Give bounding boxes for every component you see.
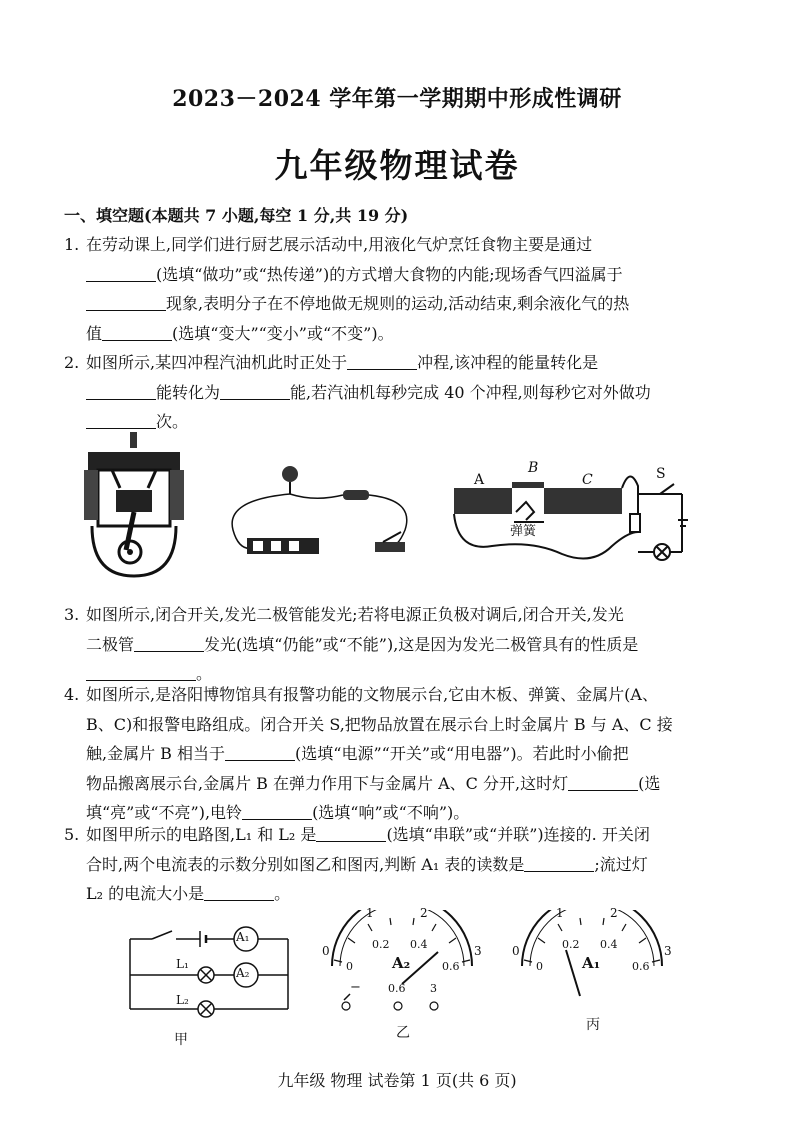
question-text: ;流过灯 — [594, 854, 648, 874]
question-text: 冲程,该冲程的能量转化是 — [417, 353, 599, 372]
scale-end-0: 0 — [512, 944, 520, 958]
point-b-label: B — [528, 460, 539, 476]
figure-yi-caption: 乙 — [396, 1025, 410, 1041]
question-4 — [64, 680, 732, 828]
question-text: (选填“变大”“变小”或“不变”)。 — [172, 323, 394, 343]
question-text: 能转化为 — [156, 382, 221, 402]
question-text: 合时,两个电流表的示数分别如图乙和图丙,判断 A₁ 表的读数是 — [86, 854, 525, 874]
question-text: 填“亮”或“不亮”),电铃 — [86, 803, 243, 822]
scale-inner-02: 0.2 — [372, 938, 390, 951]
question-text: (选填“串联”或“并联”)连接的. 开关闭 — [386, 825, 650, 844]
scale-top-1: 1 — [556, 906, 564, 920]
answer-blank — [134, 634, 204, 652]
scale-inner-0: 0 — [346, 960, 353, 973]
question-text: (选填“做功”或“热传递”)的方式增大食物的内能;现场香气四溢属于 — [156, 264, 623, 284]
question-text: 。 — [196, 664, 213, 683]
question-text: 在劳动课上,同学们进行厨艺展示活动中,用液化气炉烹饪食物主要是通过 — [86, 235, 593, 254]
circuit-diagram-jia — [122, 925, 297, 1048]
question-number: 2. — [64, 353, 80, 372]
answer-blank — [102, 323, 172, 341]
answer-blank — [86, 382, 156, 400]
exam-subtitle: 九年级物理试卷 — [274, 146, 520, 185]
question-text: 物品搬离展示台,金属片 B 在弹力作用下与金属片 A、C 分开,这时灯 — [86, 773, 569, 793]
question-text: B、C)和报警电路组成。闭合开关 S,把物品放置在展示台上时金属片 B 与 A、C 接 — [86, 714, 673, 734]
question-text: (选填“响”或“不响”)。 — [312, 803, 470, 822]
scale-top-1: 1 — [366, 906, 374, 920]
meter-bing-label: A₁ — [582, 954, 601, 972]
question-text: 值 — [86, 323, 103, 343]
scale-end-0: 0 — [322, 944, 330, 958]
lamp-l2-label: L₂ — [176, 993, 189, 1007]
question-text: 如图所示,闭合开关,发光二极管能发光;若将电源正负极对调后,闭合开关,发光 — [86, 605, 624, 624]
question-text: 现象,表明分子在不停地做无规则的运动,活动结束,剩余液化气的热 — [166, 294, 630, 313]
answer-blank — [568, 773, 638, 791]
answer-blank — [86, 293, 166, 311]
ammeter-a1-label: A₁ — [236, 930, 250, 944]
scale-top-2: 2 — [420, 906, 428, 920]
scale-end-3: 3 — [474, 944, 482, 958]
answer-blank — [86, 663, 196, 681]
answer-blank — [242, 802, 312, 820]
answer-blank — [204, 883, 274, 901]
answer-blank — [86, 411, 156, 429]
answer-blank — [347, 352, 417, 370]
scale-top-2: 2 — [610, 906, 618, 920]
scale-inner-04: 0.4 — [600, 938, 618, 951]
spring-label: 弹簧 — [510, 524, 537, 539]
point-a-label: A — [474, 472, 485, 488]
question-number: 5. — [64, 825, 80, 844]
question-5 — [64, 820, 732, 909]
scale-inner-06: 0.6 — [632, 960, 650, 973]
scale-inner-0: 0 — [536, 960, 543, 973]
ammeter-figure-yi — [318, 906, 486, 1041]
question-text: 二极管 — [86, 634, 135, 654]
question-text: (选填“电源”“开关”或“用电器”)。若此时小偷把 — [295, 744, 629, 763]
answer-blank — [220, 382, 290, 400]
meter-yi-label: A₂ — [392, 954, 411, 972]
question-text: (选 — [638, 773, 661, 793]
terminal-3: 3 — [430, 982, 437, 995]
question-text: 如图甲所示的电路图,L₁ 和 L₂ 是 — [86, 825, 317, 844]
answer-blank — [316, 824, 386, 842]
engine-cylinder-figure — [78, 430, 190, 580]
ammeter-figure-bing — [508, 906, 676, 1033]
question-text: 次。 — [156, 412, 189, 431]
question-text: L₂ 的电流大小是 — [86, 884, 205, 903]
alarm-stand-figure — [452, 462, 702, 572]
ammeter-a2-label: A₂ — [236, 966, 250, 980]
question-number: 1. — [64, 235, 80, 254]
scale-inner-06: 0.6 — [442, 960, 460, 973]
question-text: 如图所示,是洛阳博物馆具有报警功能的文物展示台,它由木板、弹簧、金属片(A、 — [86, 685, 658, 704]
terminal-06: 0.6 — [388, 982, 406, 995]
question-text: 发光(选填“仍能”或“不能”),这是因为发光二极管具有的性质是 — [204, 634, 639, 654]
question-1 — [64, 230, 732, 348]
led-circuit-figure — [225, 460, 425, 560]
scale-inner-02: 0.2 — [562, 938, 580, 951]
figure-bing-caption: 丙 — [586, 1017, 600, 1033]
answer-blank — [86, 264, 156, 282]
terminal-negative: − — [350, 980, 361, 995]
point-c-label: C — [582, 472, 593, 488]
question-3 — [64, 600, 732, 689]
scale-end-3: 3 — [664, 944, 672, 958]
question-number: 3. — [64, 605, 80, 624]
section-heading-fill-blank: 一、填空题(本题共 7 小题,每空 1 分,共 19 分) — [64, 206, 409, 225]
scale-inner-04: 0.4 — [410, 938, 428, 951]
figure-jia-caption: 甲 — [174, 1032, 188, 1048]
switch-s-label: S — [656, 466, 666, 482]
question-2 — [64, 348, 732, 437]
answer-blank — [225, 743, 295, 761]
question-text: 触,金属片 B 相当于 — [86, 744, 226, 763]
lamp-l1-label: L₁ — [176, 957, 189, 971]
question-text: 能,若汽油机每秒完成 40 个冲程,则每秒它对外做功 — [290, 382, 651, 402]
page-footer: 九年级 物理 试卷第 1 页(共 6 页) — [277, 1071, 517, 1090]
question-number: 4. — [64, 685, 80, 704]
exam-header-title: 2023－2024 学年第一学期期中形成性调研 — [172, 86, 622, 112]
question-text: 。 — [274, 884, 291, 903]
question-text: 如图所示,某四冲程汽油机此时正处于 — [86, 353, 348, 372]
answer-blank — [524, 854, 594, 872]
